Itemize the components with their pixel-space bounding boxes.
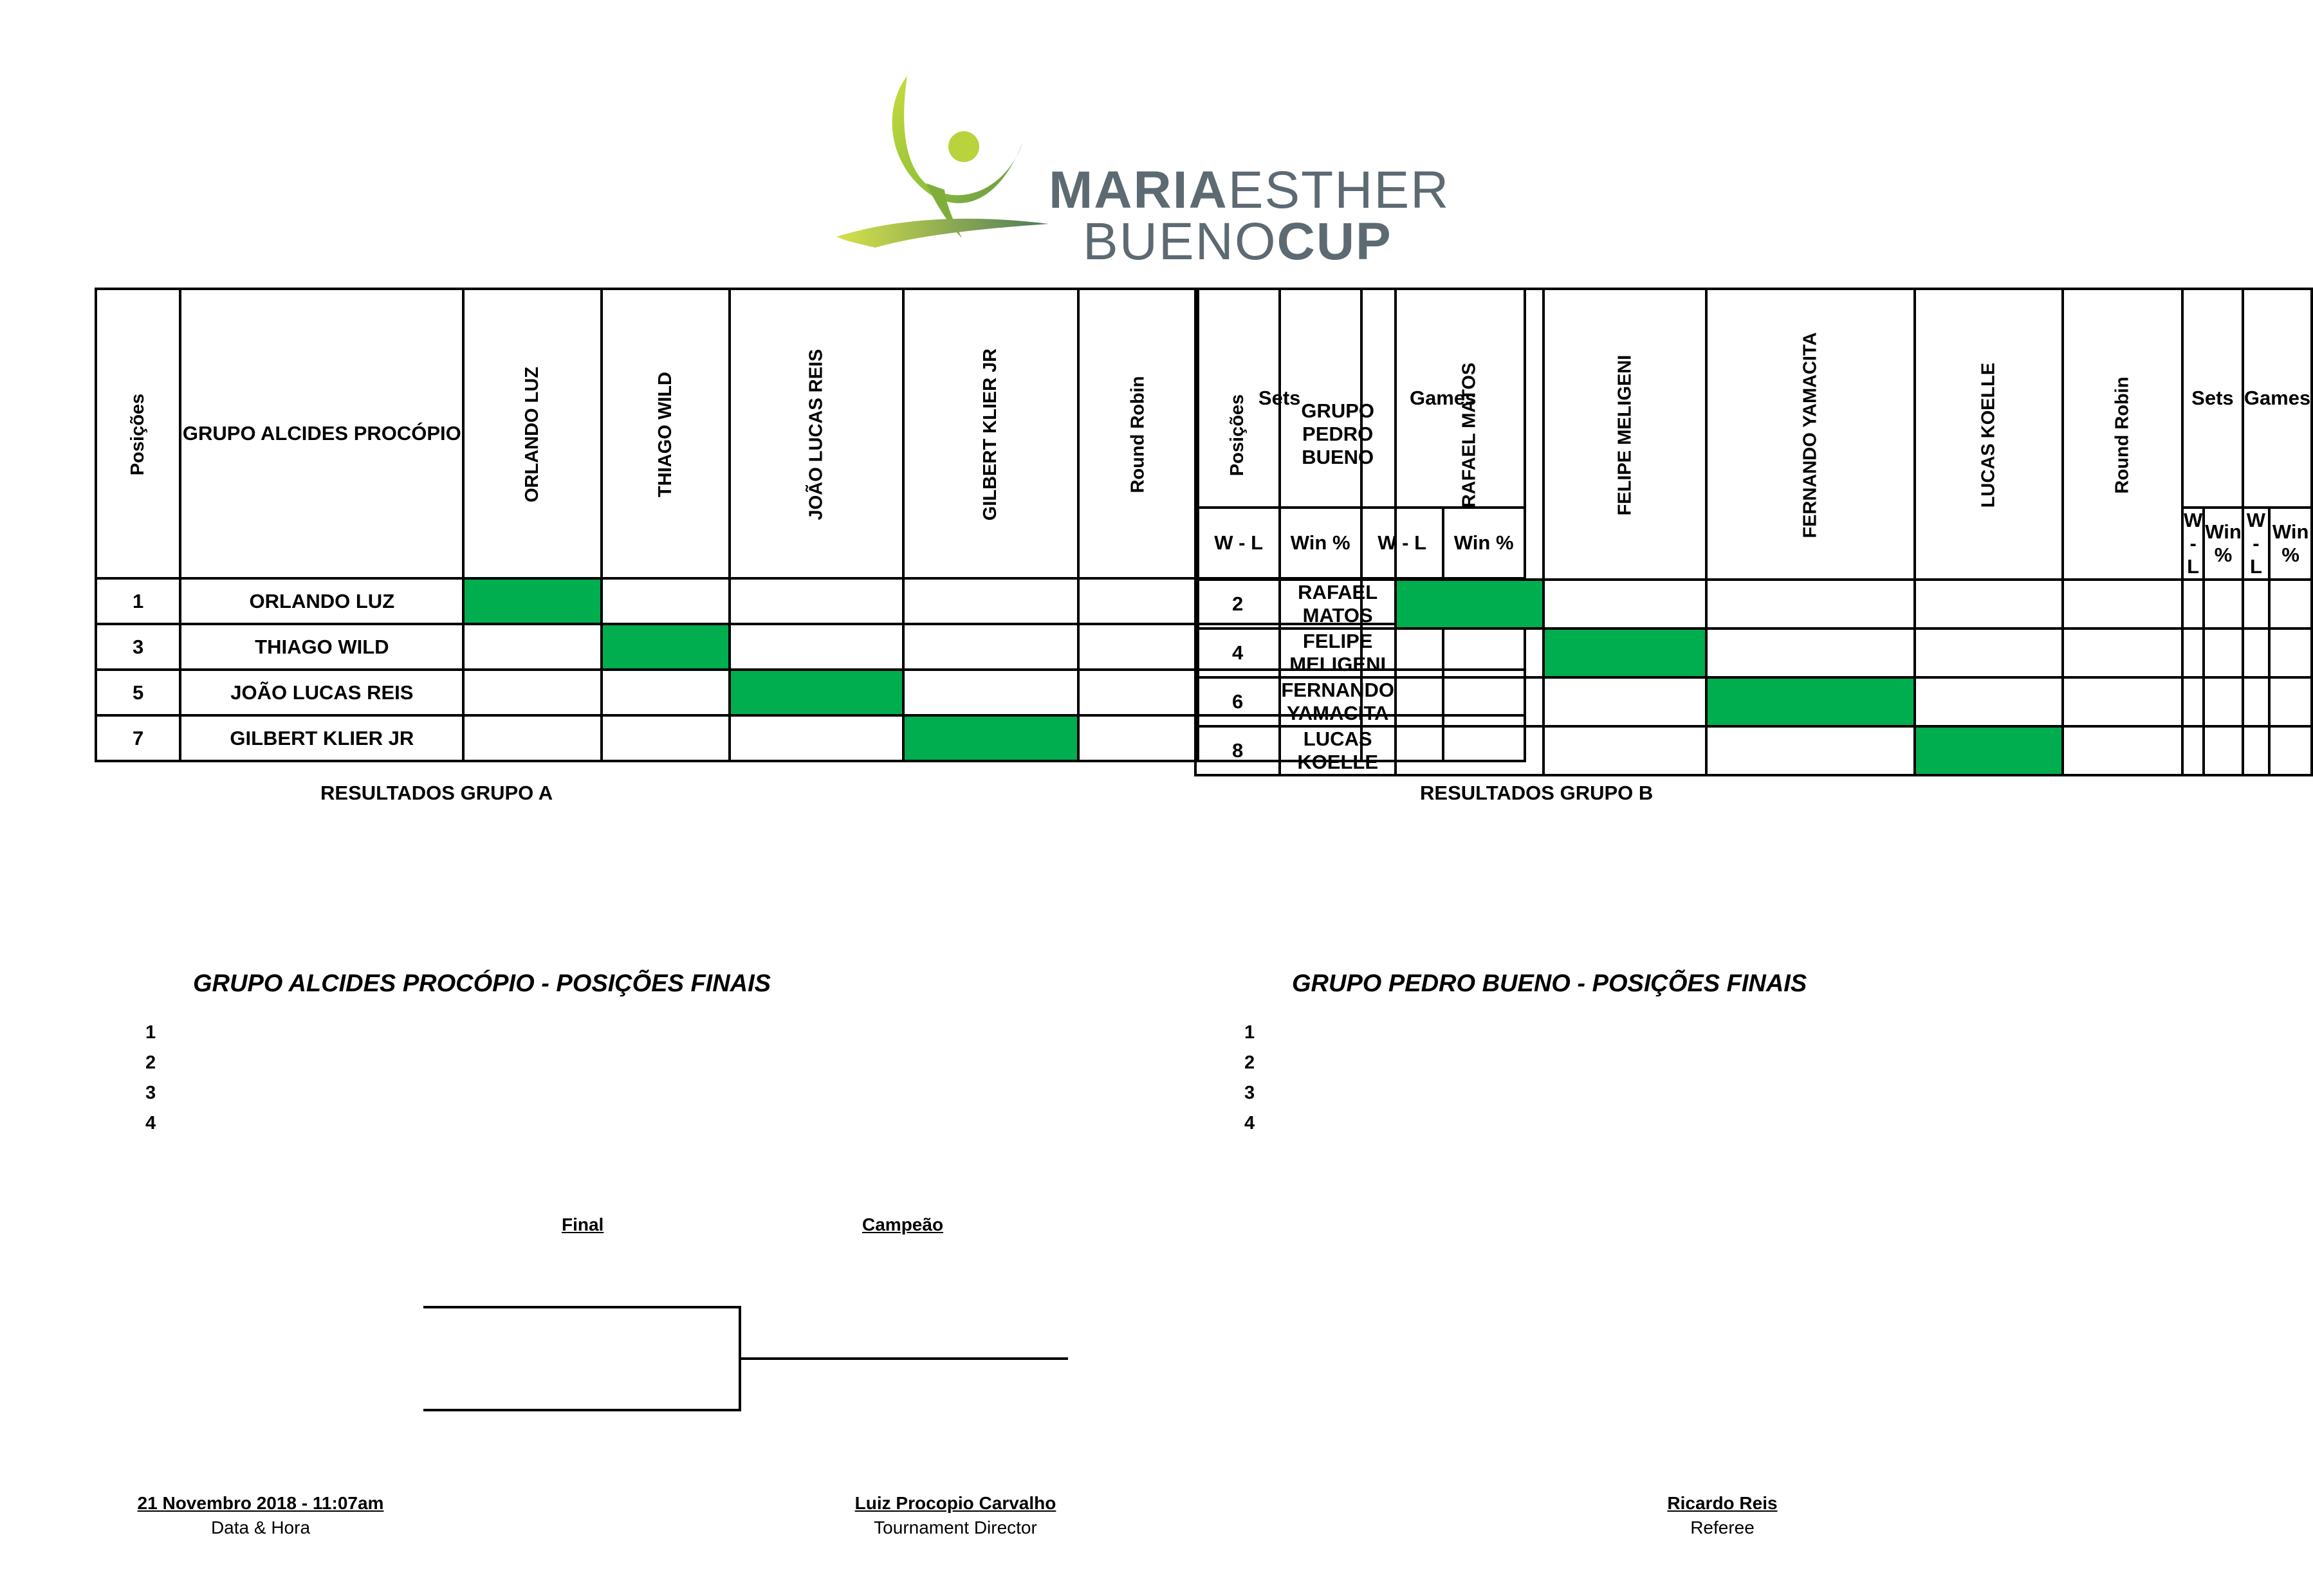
seed-cell: 2 xyxy=(1195,580,1280,628)
round-robin-cell[interactable] xyxy=(2063,580,2182,628)
referee-label: Referee xyxy=(1690,1518,1755,1537)
self-match-cell xyxy=(903,715,1078,761)
round-robin-cell[interactable] xyxy=(2063,628,2182,677)
round-robin-cell[interactable] xyxy=(2063,726,2182,775)
positions-header: Posições xyxy=(96,289,180,578)
player-name-cell: LUCAS KOELLE xyxy=(1280,726,1396,775)
player-name-cell: JOÃO LUCAS REIS xyxy=(180,670,463,715)
rank-number: 1 xyxy=(1244,1022,1255,1043)
table-row xyxy=(1195,726,2312,775)
champion-line[interactable] xyxy=(739,1357,1068,1360)
stat-cell[interactable] xyxy=(2204,628,2243,677)
seed-cell: 4 xyxy=(1195,628,1280,677)
stat-cell[interactable] xyxy=(2243,726,2269,775)
referee-signature xyxy=(1658,1493,1787,1538)
player-name-cell: GILBERT KLIER JR xyxy=(180,715,463,761)
result-cell[interactable] xyxy=(602,715,730,761)
sets-header: Sets xyxy=(1198,289,1361,508)
result-cell[interactable] xyxy=(1396,677,1544,726)
self-match-cell xyxy=(463,578,602,624)
result-cell[interactable] xyxy=(730,715,903,761)
stat-cell[interactable] xyxy=(2243,677,2269,726)
rank-number: 3 xyxy=(145,1083,156,1103)
result-cell[interactable] xyxy=(1706,628,1915,677)
date-value: 21 Novembro 2018 - 11:07am xyxy=(137,1493,384,1513)
seed-cell: 7 xyxy=(96,715,180,761)
opponent-header: ORLANDO LUZ xyxy=(463,289,602,578)
champion-label: Campeão xyxy=(862,1215,944,1234)
result-cell[interactable] xyxy=(1706,726,1915,775)
player-swoosh-icon xyxy=(836,71,1049,264)
round-robin-cell[interactable] xyxy=(1078,578,1198,624)
round-robin-cell[interactable] xyxy=(1078,670,1198,715)
result-cell[interactable] xyxy=(1396,726,1544,775)
self-match-cell xyxy=(1915,726,2063,775)
rank-number: 4 xyxy=(1244,1113,1255,1133)
self-match-cell xyxy=(1544,628,1707,677)
result-cell[interactable] xyxy=(1396,628,1544,677)
result-cell[interactable] xyxy=(903,624,1078,670)
seed-cell: 3 xyxy=(96,624,180,670)
director-name: Luiz Procopio Carvalho xyxy=(854,1493,1056,1513)
stat-cell[interactable] xyxy=(2243,580,2269,628)
round-robin-cell[interactable] xyxy=(1078,715,1198,761)
finalist-1-line[interactable] xyxy=(423,1306,741,1308)
seed-cell: 8 xyxy=(1195,726,1280,775)
rank-number: 1 xyxy=(145,1022,156,1043)
rank-number: 3 xyxy=(1244,1083,1255,1103)
games-win-pct-header: Win % xyxy=(2269,508,2312,580)
opponent-header: GILBERT KLIER JR xyxy=(903,289,1078,578)
rank-number: 2 xyxy=(145,1052,156,1073)
player-name-cell: FELIPE MELIGENI xyxy=(1280,628,1396,677)
referee-name: Ricardo Reis xyxy=(1667,1493,1778,1513)
group-name-header: GRUPO ALCIDES PROCÓPIO xyxy=(180,289,463,578)
opponent-header: JOÃO LUCAS REIS xyxy=(730,289,903,578)
result-cell[interactable] xyxy=(730,624,903,670)
self-match-cell xyxy=(1706,677,1915,726)
stat-cell[interactable] xyxy=(2204,677,2243,726)
stat-cell[interactable] xyxy=(2269,726,2312,775)
group-b-table xyxy=(1194,288,2313,776)
stat-cell[interactable] xyxy=(2182,628,2204,677)
date-label: Data & Hora xyxy=(210,1518,311,1537)
seed-cell: 6 xyxy=(1195,677,1280,726)
round-robin-header: Round Robin xyxy=(1078,289,1198,578)
self-match-cell xyxy=(1396,580,1544,628)
sets-wl-header: W - L xyxy=(2182,508,2204,580)
result-cell[interactable] xyxy=(1915,677,2063,726)
logo-line-2: BUENOCUP xyxy=(1083,212,1392,271)
logo-line-1: MARIAESTHER xyxy=(1049,161,1450,219)
result-cell[interactable] xyxy=(602,670,730,715)
player-name-cell: ORLANDO LUZ xyxy=(180,578,463,624)
self-match-cell xyxy=(602,624,730,670)
games-wl-header: W - L xyxy=(2243,508,2269,580)
sets-win-pct-header: Win % xyxy=(2204,508,2243,580)
table-row xyxy=(1195,580,2312,628)
result-cell[interactable] xyxy=(463,670,602,715)
round-robin-header: Round Robin xyxy=(2063,289,2182,580)
result-cell[interactable] xyxy=(1544,726,1707,775)
group-name-header: GRUPO PEDRO BUENO xyxy=(1280,289,1396,580)
stat-cell[interactable] xyxy=(2204,580,2243,628)
opponent-header: FELIPE MELIGENI xyxy=(1544,289,1707,580)
rank-number: 2 xyxy=(1244,1052,1255,1073)
stat-cell[interactable] xyxy=(2204,726,2243,775)
result-cell[interactable] xyxy=(903,670,1078,715)
result-cell[interactable] xyxy=(1544,580,1707,628)
table-row xyxy=(1195,677,2312,726)
sets-header: Sets xyxy=(2182,289,2243,508)
result-cell[interactable] xyxy=(463,715,602,761)
sets-wl-header: W - L xyxy=(1198,508,1280,578)
group-b-final-positions-list xyxy=(1244,1018,1255,1139)
result-cell[interactable] xyxy=(1706,580,1915,628)
player-name-cell: FERNANDO YAMACITA xyxy=(1280,677,1396,726)
result-cell[interactable] xyxy=(1915,580,2063,628)
opponent-header: LUCAS KOELLE xyxy=(1915,289,2063,580)
opponent-header: FERNANDO YAMACITA xyxy=(1706,289,1915,580)
rank-number: 4 xyxy=(145,1113,156,1133)
result-cell[interactable] xyxy=(602,578,730,624)
games-wl-header: W - L xyxy=(1361,508,1443,578)
games-win-pct-header: Win % xyxy=(1443,508,1525,578)
stat-cell[interactable] xyxy=(2182,726,2204,775)
sets-win-pct-header: Win % xyxy=(1280,508,1361,578)
result-cell[interactable] xyxy=(463,624,602,670)
stat-cell[interactable] xyxy=(2269,628,2312,677)
stat-cell[interactable] xyxy=(2269,580,2312,628)
opponent-header: THIAGO WILD xyxy=(602,289,730,578)
round-robin-cell[interactable] xyxy=(1078,624,1198,670)
stat-cell[interactable] xyxy=(2182,580,2204,628)
player-name-cell: RAFAEL MATOS xyxy=(1280,580,1396,628)
group-a-final-positions-list xyxy=(145,1018,156,1139)
round-robin-cell[interactable] xyxy=(2063,677,2182,726)
result-cell[interactable] xyxy=(730,578,903,624)
director-signature xyxy=(849,1493,1062,1538)
tournament-logo xyxy=(836,71,1450,271)
result-cell[interactable] xyxy=(1544,677,1707,726)
seed-cell: 1 xyxy=(96,578,180,624)
self-match-cell xyxy=(730,670,903,715)
stat-cell[interactable] xyxy=(2269,677,2312,726)
games-header: Games xyxy=(1361,289,1525,508)
final-label: Final xyxy=(562,1215,604,1234)
result-cell[interactable] xyxy=(903,578,1078,624)
table-row xyxy=(1195,628,2312,677)
date-signature xyxy=(132,1493,389,1538)
group-a-final-positions-title: GRUPO ALCIDES PROCÓPIO - POSIÇÕES FINAIS xyxy=(193,970,771,997)
stat-cell[interactable] xyxy=(2243,628,2269,677)
group-b-caption: RESULTADOS GRUPO B xyxy=(1420,782,1654,804)
group-a-caption: RESULTADOS GRUPO A xyxy=(320,782,553,804)
opponent-header: RAFAEL MATOS xyxy=(1396,289,1544,580)
finalist-2-line[interactable] xyxy=(423,1409,741,1411)
group-b-final-positions-title: GRUPO PEDRO BUENO - POSIÇÕES FINAIS xyxy=(1292,970,1807,997)
stat-cell[interactable] xyxy=(2182,677,2204,726)
seed-cell: 5 xyxy=(96,670,180,715)
positions-header: Posições xyxy=(1195,289,1280,580)
games-header: Games xyxy=(2243,289,2312,508)
director-label: Tournament Director xyxy=(874,1518,1037,1537)
player-name-cell: THIAGO WILD xyxy=(180,624,463,670)
result-cell[interactable] xyxy=(1915,628,2063,677)
